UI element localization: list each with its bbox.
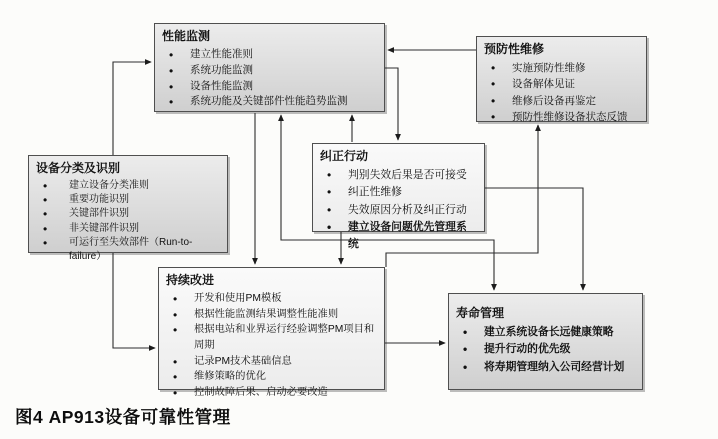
box-title: 设备分类及识别 [36,161,121,175]
bullet-item: • 预防性维修设备状态反馈 [484,109,639,125]
box-life-management [448,293,643,390]
bullet-item: • 系统功能监测 [162,63,377,79]
bullet-item: • 可运行至失效部件（Run-to-failure） [36,236,220,264]
bullet-item: • 建立设备分类准则 [36,179,220,193]
bullet-item: • 非关键部件识别 [36,222,220,236]
bullet-item: • 建立设备问题优先管理系统 [320,219,477,254]
connector-classification-to-performance [113,62,151,155]
box-title: 寿命管理 [456,306,505,320]
bullet-item: • 系统功能及关键部件性能趋势监测 [162,94,377,110]
bullet-list [162,47,377,110]
bullet-list [166,291,377,400]
bullet-item: • 记录PM技术基础信息 [166,354,377,370]
bullet-item: • 建立性能准则 [162,47,377,63]
bullet-item: • 提升行动的优先级 [456,341,635,358]
bullet-item: • 关键部件识别 [36,207,220,221]
bullet-item: • 判别失效后果是否可接受 [320,167,477,184]
box-equipment-classification [28,155,228,262]
box-title: 预防性维修 [484,42,545,56]
bullet-item: • 根据电站和业界运行经验调整PM项目和周期 [166,322,377,353]
bullet-list [456,324,635,376]
box-preventive-maintenance [476,36,647,122]
bullet-item: • 实施预防性维修 [484,60,639,76]
bullet-list [320,167,477,253]
bullet-item: • 失效原因分析及纠正行动 [320,202,477,219]
bullet-item: • 维修后设备再鉴定 [484,93,639,109]
bullet-item: • 将寿期管理纳入公司经营计划 [456,359,635,376]
bullet-item: • 控制故障后果、启动必要改造 [166,385,377,401]
box-title: 性能监测 [162,29,211,43]
figure-caption: 图4 AP913设备可靠性管理 [15,407,231,427]
bullet-list [36,179,220,264]
bullet-item: • 设备解体见证 [484,76,639,92]
box-title: 持续改进 [166,273,215,287]
connector-performance-to-corrective [385,68,398,140]
connector-classification-to-improvement [113,253,155,348]
bullet-item: • 纠正性维修 [320,184,477,201]
connector-corrective-to-life [485,188,583,290]
bullet-item: • 设备性能监测 [162,79,377,95]
bullet-item: • 重要功能识别 [36,193,220,207]
bullet-list [484,60,639,125]
box-title: 纠正行动 [320,149,369,163]
box-continuous-improvement [158,267,385,398]
bullet-item: • 建立系统设备长远健康策略 [456,324,635,341]
bullet-item: • 根据性能监测结果调整性能准则 [166,307,377,323]
box-performance-monitoring [154,23,385,112]
box-corrective-action [312,143,485,251]
bullet-item: • 维修策略的优化 [166,369,377,385]
bullet-item: • 开发和使用PM模板 [166,291,377,307]
